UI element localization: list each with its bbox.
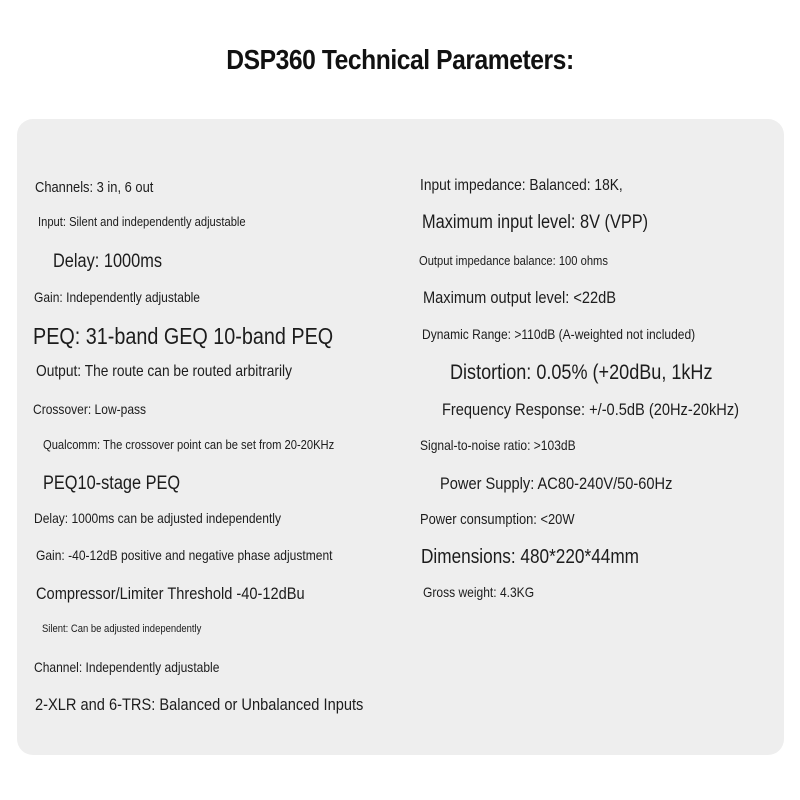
spec-crossover: Crossover: Low-pass — [33, 401, 147, 417]
spec-power-consumption: Power consumption: <20W — [420, 511, 575, 528]
spec-peq: PEQ: 31-band GEQ 10-band PEQ — [33, 323, 334, 349]
spec-dynamic-range: Dynamic Range: >110dB (A-weighted not included) — [422, 326, 696, 342]
spec-peq10: PEQ10-stage PEQ — [43, 473, 181, 494]
page-title: DSP360 Technical Parameters: — [226, 44, 574, 75]
spec-output: Output: The route can be routed arbitrarily — [36, 363, 292, 380]
spec-max-input-level: Maximum input level: 8V (VPP) — [422, 212, 649, 233]
spec-input: Input: Silent and independently adjustable — [38, 214, 246, 229]
spec-xlr-trs: 2-XLR and 6-TRS: Balanced or Unbalanced Inputs — [35, 695, 364, 714]
spec-delay-adjust: Delay: 1000ms can be adjusted independently — [34, 510, 281, 526]
spec-input-impedance: Input impedance: Balanced: 18K, — [420, 177, 623, 194]
spec-output-impedance: Output impedance balance: 100 ohms — [419, 253, 608, 268]
spec-distortion: Distortion: 0.05% (+20dBu, 1kHz — [450, 361, 713, 384]
spec-delay: Delay: 1000ms — [53, 251, 162, 272]
spec-silent: Silent: Can be adjusted independently — [42, 623, 202, 635]
spec-gross-weight: Gross weight: 4.3KG — [423, 584, 535, 600]
spec-channel: Channel: Independently adjustable — [34, 659, 220, 675]
spec-snr: Signal-to-noise ratio: >103dB — [420, 437, 576, 453]
spec-frequency-response: Frequency Response: +/-0.5dB (20Hz-20kHz) — [442, 400, 740, 419]
spec-gain-phase: Gain: -40-12dB positive and negative phase adjustment — [36, 547, 333, 563]
spec-dimensions: Dimensions: 480*220*44mm — [421, 546, 639, 568]
spec-gain: Gain: Independently adjustable — [34, 289, 201, 305]
spec-qualcomm: Qualcomm: The crossover point can be set from 20-20KHz — [43, 437, 335, 452]
spec-compressor: Compressor/Limiter Threshold -40-12dBu — [36, 584, 305, 603]
spec-power-supply: Power Supply: AC80-240V/50-60Hz — [440, 474, 673, 493]
spec-max-output-level: Maximum output level: <22dB — [423, 288, 617, 307]
spec-channels: Channels: 3 in, 6 out — [35, 179, 154, 196]
